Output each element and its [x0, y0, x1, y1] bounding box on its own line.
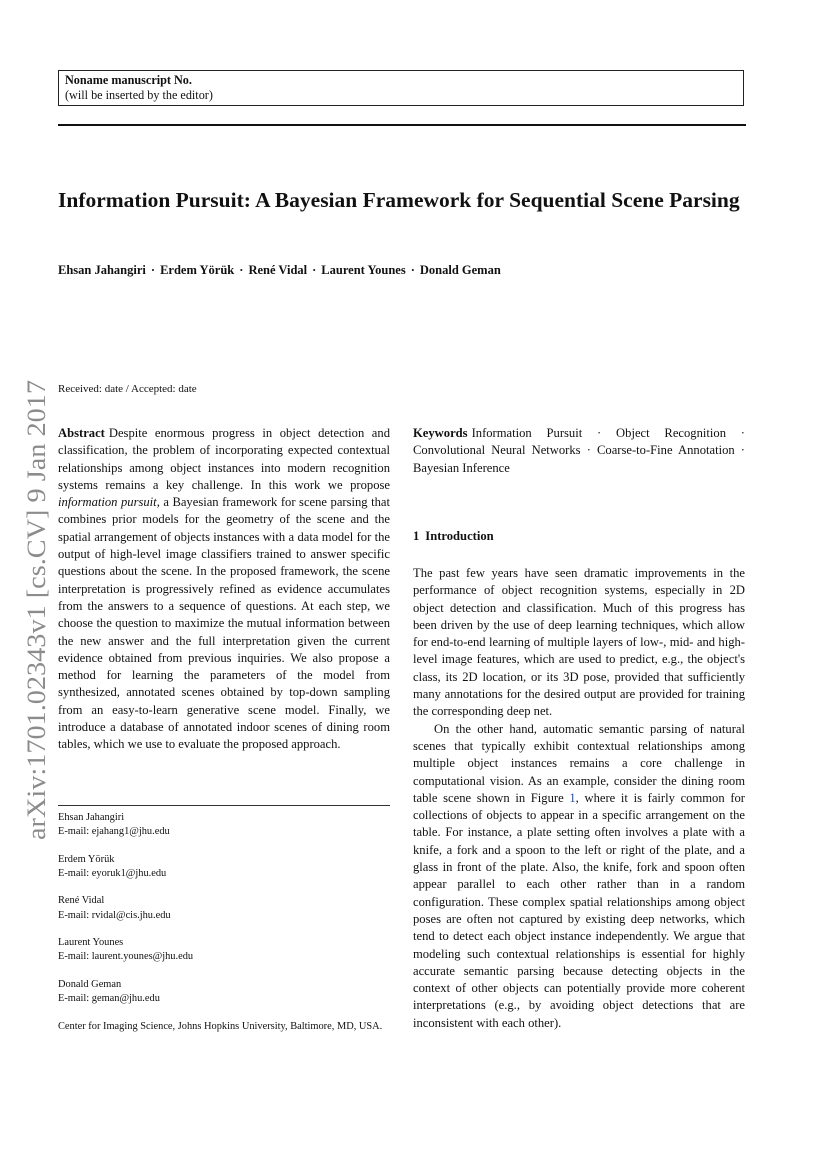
- footnote-author-name: Laurent Younes: [58, 937, 124, 949]
- footnote-entry: [58, 853, 390, 881]
- author-footnotes: [58, 811, 390, 1034]
- abstract-label: Abstract: [58, 426, 105, 440]
- intro-text: On the other hand, automatic semantic parsing of natural scenes that typically exhibit contextual relationships among multiple object instances remains a core challenge in computational vision. As an example, consider the dining room table scene shown in Figure: [413, 721, 745, 805]
- footnote-author-name: Donald Geman: [58, 978, 122, 990]
- footnote-author-name: René Vidal: [58, 895, 105, 907]
- section-heading: [413, 529, 494, 544]
- footnote-entry: [58, 978, 390, 1006]
- header-rule: [58, 124, 746, 126]
- author-list: [58, 262, 758, 278]
- abstract: [58, 425, 390, 754]
- footnote-author-email: E-mail: eyoruk1@jhu.edu: [58, 867, 167, 879]
- affiliation: Center for Imaging Science, Johns Hopkins University, Baltimore, MD, USA.: [58, 1020, 383, 1032]
- author-separator: ·: [410, 263, 415, 277]
- footnote-author-email: E-mail: ejahang1@jhu.edu: [58, 826, 170, 838]
- author-name: René Vidal: [248, 263, 308, 277]
- footnote-rule: [58, 805, 390, 806]
- intro-paragraph: [413, 721, 745, 1032]
- footnote-author-email: E-mail: rvidal@cis.jhu.edu: [58, 909, 171, 921]
- footnote-entry: [58, 811, 390, 839]
- author-separator: ·: [150, 263, 156, 277]
- footnote-author-name: Erdem Yörük: [58, 853, 115, 865]
- footnote-author-email: E-mail: laurent.younes@jhu.edu: [58, 951, 194, 963]
- figure-reference-link[interactable]: 1: [569, 790, 576, 805]
- abstract-emphasis: information pursuit: [58, 495, 157, 510]
- section-title: Introduction: [425, 529, 494, 543]
- footnote-entry: [58, 894, 390, 922]
- author-separator: ·: [239, 263, 244, 277]
- abstract-text-start: Despite enormous progress in object detection and classification, the problem of incorporating expected contextual relationships among object instances into modern recognition systems remains a key challenge. In this work we propose: [58, 426, 390, 492]
- footnote-author-name: Ehsan Jahangiri: [58, 812, 125, 823]
- intro-paragraph: The past few years have seen dramatic improvements in the performance of object recognition systems, especially in 2D object detection and classification. Much of this progress has been driven by the use of deep learning techniques, which allow for end-to-end learning of multiple layers of low-, mid- and high-level image features, which are used to predict, e.g., the object's class, its 2D location, or its 3D pose, provided that sufficiently many annotations for the desired output are provided for training the corresponding deep net.: [413, 566, 745, 719]
- keywords: [413, 425, 745, 477]
- section-number: 1: [413, 529, 420, 543]
- footnote-author-email: E-mail: geman@jhu.edu: [58, 993, 160, 1005]
- author-name: Erdem Yörük: [160, 263, 235, 277]
- arxiv-stamp-text: arXiv:1701.02343v1 [cs.CV] 9 Jan 2017: [22, 416, 51, 840]
- author-name: Laurent Younes: [321, 263, 406, 277]
- keywords-text: Information Pursuit · Object Recognition · Convolutional Neural Networks · Coarse-to-Fine Annotation · Bayesian Inference: [413, 426, 745, 475]
- author-name: Ehsan Jahangiri: [58, 263, 146, 277]
- introduction-body: [413, 565, 745, 1032]
- abstract-text-end: , a Bayesian framework for scene parsing that combines prior models for the geometry of the scene and the spatial arrangement of objects instances with a data model for the output of high-level image classifiers trained to answer specific questions about the scene. In the proposed framework, the scene interpretation is progressively refined as evidence accumulates from the answers to a sequence of questions. At each step, we choose the question to maximize the mutual information between the new answer and the full interpretation given the current evidence obtained from previous inquiries. We also propose a method for learning the parameters of the model from synthesized, annotated scenes obtained by top-down sampling from an easy-to-learn generative scene model. Finally, we introduce a database of annotated indoor scenes of dining room tables, which we use to evaluate the proposed approach.: [58, 495, 390, 752]
- paper-title: Information Pursuit: A Bayesian Framework for Sequential Scene Parsing: [58, 188, 740, 212]
- keywords-label: Keywords: [413, 426, 468, 440]
- received-accepted-dates: Received: date / Accepted: date: [58, 383, 197, 395]
- author-name: Donald Geman: [419, 263, 501, 277]
- intro-text: , where it is fairly common for collections of objects to appear in a specific arrangement on the table. For instance, a plate setting often involves a plate with a knife, a fork and a spoon to the left or right of the plate, and a glass in front of the plate. Also, the knife, fork and spoon often appear parallel to each other rather than in a random configuration. These complex spatial relationships among object poses are often not captured by existing deep networks, which tend to detect each object instance independently. We argue that modeling such contextual relationships is essential for highly accurate semantic parsing because detecting objects in the context of other objects can potentially provide more coherent interpretations (e.g., by avoiding object detections that are inconsistent with each other).: [413, 790, 746, 1030]
- manuscript-editor-note: (will be inserted by the editor): [65, 88, 213, 102]
- author-separator: ·: [312, 263, 317, 277]
- footnote-entry: [58, 936, 390, 964]
- arxiv-stamp: [14, 380, 54, 840]
- manuscript-number: Noname manuscript No.: [65, 73, 192, 87]
- manuscript-header-box: [58, 70, 744, 106]
